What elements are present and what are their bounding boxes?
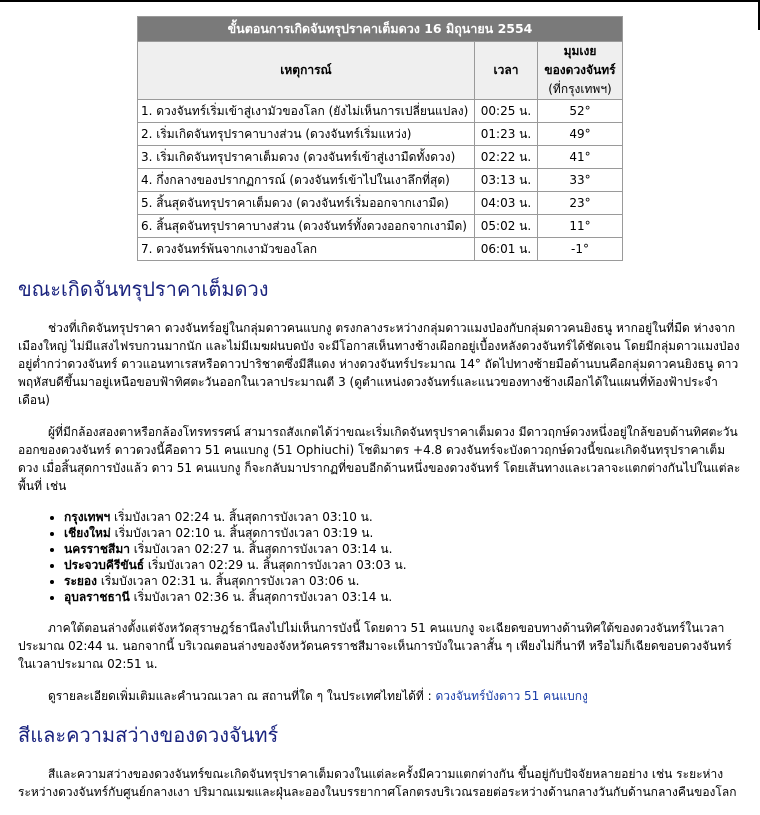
time-cell: 05:02 น.	[475, 215, 538, 238]
altitude-cell: 33°	[538, 169, 623, 192]
paragraph-color-brightness: สีและความสว่างของดวงจันทร์ขณะเกิดจันทรุปราคาเต็มดวงในแต่ละครั้งมีความแตกต่างกัน ขึ้นอยู่กับปัจจัยหลายอย่าง เช่น ระยะห่างระหว่างดวงจันทร์กับศูนย์กลางเงา ปริมาณเมฆและฝุ่นละอองในบรรยากาศโลกตรงบริเวณรอยต่อระหว่างด้านกลางวันกับด้านกลางคืนของโลก	[18, 767, 737, 799]
table-row	[138, 146, 623, 169]
list-item	[64, 541, 742, 557]
city-name: อุบลราชธานี	[64, 590, 130, 604]
table-row	[138, 123, 623, 146]
more-info-text: ดูรายละเอียดเพิ่มเติมและคำนวณเวลา ณ สถานที่ใด ๆ ในประเทศไทยได้ที่ :	[48, 689, 436, 703]
column-header-time: เวลา	[475, 42, 538, 100]
event-cell: 3. เริ่มเกิดจันทรุปราคาเต็มดวง (ดวงจันทร์เข้าสู่เงามืดทั้งดวง)	[138, 146, 475, 169]
altitude-cell: 49°	[538, 123, 623, 146]
occultation-details-link[interactable]: ดวงจันทร์บังดาว 51 คนแบกงู	[435, 689, 588, 703]
event-cell: 7. ดวงจันทร์พ้นจากเงามัวของโลก	[138, 238, 475, 261]
column-header-altitude	[538, 42, 623, 100]
city-name: ระยอง	[64, 574, 97, 588]
occultation-times-list	[18, 509, 742, 605]
city-name: กรุงเทพฯ	[64, 510, 111, 524]
table-row	[138, 215, 623, 238]
altitude-cell: -1°	[538, 238, 623, 261]
eclipse-timeline-table	[137, 16, 623, 261]
altitude-cell: 52°	[538, 100, 623, 123]
time-cell: 03:13 น.	[475, 169, 538, 192]
table-row	[138, 238, 623, 261]
time-cell: 06:01 น.	[475, 238, 538, 261]
list-item	[64, 557, 742, 573]
time-cell: 04:03 น.	[475, 192, 538, 215]
paragraph-southern-region: ภาคใต้ตอนล่างตั้งแต่จังหวัดสุราษฎร์ธานีลงไปไม่เห็นการบังนี้ โดยดาว 51 คนแบกงู จะเฉียดขอบทางด้านทิศใต้ของดวงจันทร์ในเวลาประมาณ 02:44 น. นอกจากนี้ บริเวณตอนล่างของจังหวัดนครราชสีมาจะเห็นการบังในเวลาสั้น ๆ เพียงไม่กี่นาที หรือไม่ก็เฉียดขอบดวงจันทร์ในเวลาประมาณ 02:51 น.	[18, 621, 732, 671]
section-heading-color-brightness: สีและความสว่างของดวงจันทร์	[18, 723, 279, 747]
paragraph-more-info	[18, 687, 742, 705]
altitude-cell: 11°	[538, 215, 623, 238]
list-item	[64, 573, 742, 589]
city-times: เริ่มบังเวลา 02:27 น. สิ้นสุดการบังเวลา 03:14 น.	[129, 542, 393, 556]
event-cell: 2. เริ่มเกิดจันทรุปราคาบางส่วน (ดวงจันทร์เริ่มแหว่ง)	[138, 123, 475, 146]
table-row	[138, 100, 623, 123]
top-border	[0, 0, 760, 2]
event-cell: 5. สิ้นสุดจันทรุปราคาเต็มดวง (ดวงจันทร์เริ่มออกจากเงามืด)	[138, 192, 475, 215]
time-cell: 00:25 น.	[475, 100, 538, 123]
article-content	[18, 16, 742, 815]
altitude-header-line2: ของดวงจันทร์	[544, 63, 616, 77]
list-item	[64, 525, 742, 541]
section-heading-total-eclipse: ขณะเกิดจันทรุปราคาเต็มดวง	[18, 277, 269, 301]
event-cell: 1. ดวงจันทร์เริ่มเข้าสู่เงามัวของโลก (ยังไม่เห็นการเปลี่ยนแปลง)	[138, 100, 475, 123]
event-cell: 6. สิ้นสุดจันทรุปราคาบางส่วน (ดวงจันทร์ทั้งดวงออกจากเงามืด)	[138, 215, 475, 238]
city-name: ประจวบคีรีขันธ์	[64, 558, 145, 572]
city-times: เริ่มบังเวลา 02:10 น. สิ้นสุดการบังเวลา 03:19 น.	[110, 526, 374, 540]
altitude-header-line1: มุมเงย	[563, 44, 597, 58]
city-times: เริ่มบังเวลา 02:29 น. สิ้นสุดการบังเวลา 03:03 น.	[144, 558, 407, 572]
paragraph-sky-position: ช่วงที่เกิดจันทรุปราคา ดวงจันทร์อยู่ในกลุ่มดาวคนแบกงู ตรงกลางระหว่างกลุ่มดาวแมงป่องกับกลุ่มดาวคนยิงธนู หากอยู่ในที่มืด ห่างจากเมืองใหญ่ ไม่มีแสงไฟรบกวนมากนัก และไม่มีเมฆฝนบดบัง จะมีโอกาสเห็นทางช้างเผือกอยู่เบื้องหลังดวงจันทร์ได้ชัดเจน โดยมีกลุ่มดาวแมงป่องอยู่ต่ำกว่าดวงจันทร์ ดาวแอนทาเรสหรือดาวปาริชาตซึ่งมีสีแดง ห่างดวงจันทร์ประมาณ 14° ถัดไปทางซ้ายมือด้านบนคือกลุ่มดาวคนยิงธนู ดาวพฤหัสบดีขึ้นมาอยู่เหนือขอบฟ้าทิศตะวันออกในเวลาประมาณตี 3 (ดูตำแหน่งดวงจันทร์และแนวของทางช้างเผือกได้ในแผนที่ท้องฟ้าประจำเดือน)	[18, 321, 740, 407]
list-item	[64, 589, 742, 605]
time-cell: 01:23 น.	[475, 123, 538, 146]
city-name: นครราชสีมา	[64, 542, 130, 556]
list-item	[64, 509, 742, 525]
city-times: เริ่มบังเวลา 02:36 น. สิ้นสุดการบังเวลา 03:14 น.	[129, 590, 393, 604]
city-name: เชียงใหม่	[64, 526, 111, 540]
paragraph-occultation: ผู้ที่มีกล้องสองตาหรือกล้องโทรทรรศน์ สามารถสังเกตได้ว่าขณะเริ่มเกิดจันทรุปราคาเต็มดวง มีดาวฤกษ์ดวงหนึ่งอยู่ใกล้ขอบด้านทิศตะวันออกของดวงจันทร์ ดาวดวงนี้คือดาว 51 คนแบกงู (51 Ophiuchi) โชติมาตร +4.8 ดวงจันทร์จะบังดาวฤกษ์ดวงนี้ขณะเกิดจันทรุปราคาเต็มดวง เมื่อสิ้นสุดการบังแล้ว ดาว 51 คนแบกงู ก็จะกลับมาปรากฏที่ขอบอีกด้านหนึ่งของดวงจันทร์ โดยเส้นทางและเวลาจะแตกต่างกันไปในแต่ละพื้นที่ เช่น	[18, 425, 741, 493]
altitude-cell: 41°	[538, 146, 623, 169]
city-times: เริ่มบังเวลา 02:24 น. สิ้นสุดการบังเวลา 03:10 น.	[110, 510, 373, 524]
event-cell: 4. กึ่งกลางของปรากฏการณ์ (ดวงจันทร์เข้าไปในเงาลึกที่สุด)	[138, 169, 475, 192]
column-header-event: เหตุการณ์	[138, 42, 475, 100]
table-row	[138, 169, 623, 192]
table-row	[138, 192, 623, 215]
table-title: ขั้นตอนการเกิดจันทรุปราคาเต็มดวง 16 มิถุนายน 2554	[138, 17, 623, 42]
city-times: เริ่มบังเวลา 02:31 น. สิ้นสุดการบังเวลา 03:06 น.	[97, 574, 360, 588]
altitude-header-line3: (ที่กรุงเทพฯ)	[548, 82, 612, 96]
time-cell: 02:22 น.	[475, 146, 538, 169]
altitude-cell: 23°	[538, 192, 623, 215]
